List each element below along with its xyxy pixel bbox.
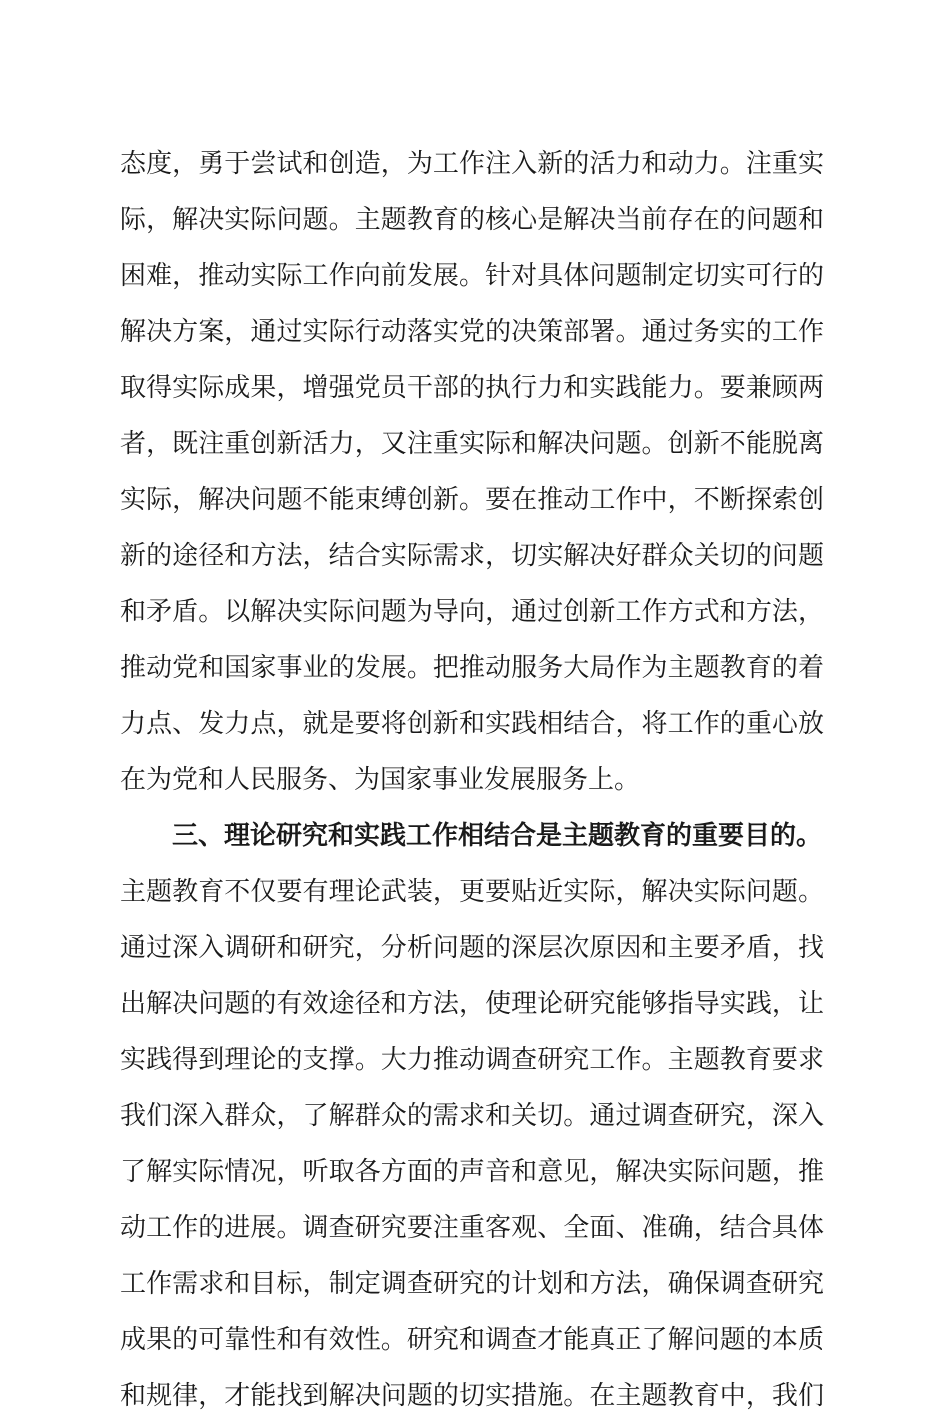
text-line: 困难，推动实际工作向前发展。针对具体问题制定切实可行的	[120, 261, 825, 291]
text-line: 了解实际情况，听取各方面的声音和意见，解决实际问题，推	[120, 1157, 825, 1187]
text-line: 动工作的进展。调查研究要注重客观、全面、准确，结合具体	[120, 1213, 825, 1243]
text-line: 实践得到理论的支撑。大力推动调查研究工作。主题教育要求	[120, 1045, 825, 1075]
text-line: 成果的可靠性和有效性。研究和调查才能真正了解问题的本质	[120, 1325, 825, 1355]
text-line: 态度，勇于尝试和创造，为工作注入新的活力和动力。注重实	[120, 149, 825, 179]
text-line: 力点、发力点，就是要将创新和实践相结合，将工作的重心放	[120, 709, 825, 739]
text-line: 主题教育不仅要有理论武装，更要贴近实际，解决实际问题。	[120, 877, 825, 907]
text-line: 和矛盾。以解决实际问题为导向，通过创新工作方式和方法，	[120, 597, 825, 627]
text-line: 出解决问题的有效途径和方法，使理论研究能够指导实践，让	[120, 989, 825, 1019]
text-line: 工作需求和目标，制定调查研究的计划和方法，确保调查研究	[120, 1269, 825, 1299]
text-line: 我们深入群众，了解群众的需求和关切。通过调查研究，深入	[120, 1101, 825, 1131]
text-line: 在为党和人民服务、为国家事业发展服务上。	[120, 765, 641, 795]
text-line: 者，既注重创新活力，又注重实际和解决问题。创新不能脱离	[120, 429, 825, 459]
text-line: 实际，解决问题不能束缚创新。要在推动工作中，不断探索创	[120, 485, 825, 515]
text-line: 推动党和国家事业的发展。把推动服务大局作为主题教育的着	[120, 653, 825, 683]
text-line: 际，解决实际问题。主题教育的核心是解决当前存在的问题和	[120, 205, 825, 235]
text-line: 通过深入调研和研究，分析问题的深层次原因和主要矛盾，找	[120, 933, 825, 963]
section-heading: 三、理论研究和实践工作相结合是主题教育的重要目的。	[172, 821, 823, 851]
text-line: 取得实际成果，增强党员干部的执行力和实践能力。要兼顾两	[120, 373, 825, 403]
text-line: 和规律，才能找到解决问题的切实措施。在主题教育中，我们	[120, 1381, 825, 1411]
text-line: 新的途径和方法，结合实际需求，切实解决好群众关切的问题	[120, 541, 825, 571]
text-line: 解决方案，通过实际行动落实党的决策部署。通过务实的工作	[120, 317, 825, 347]
